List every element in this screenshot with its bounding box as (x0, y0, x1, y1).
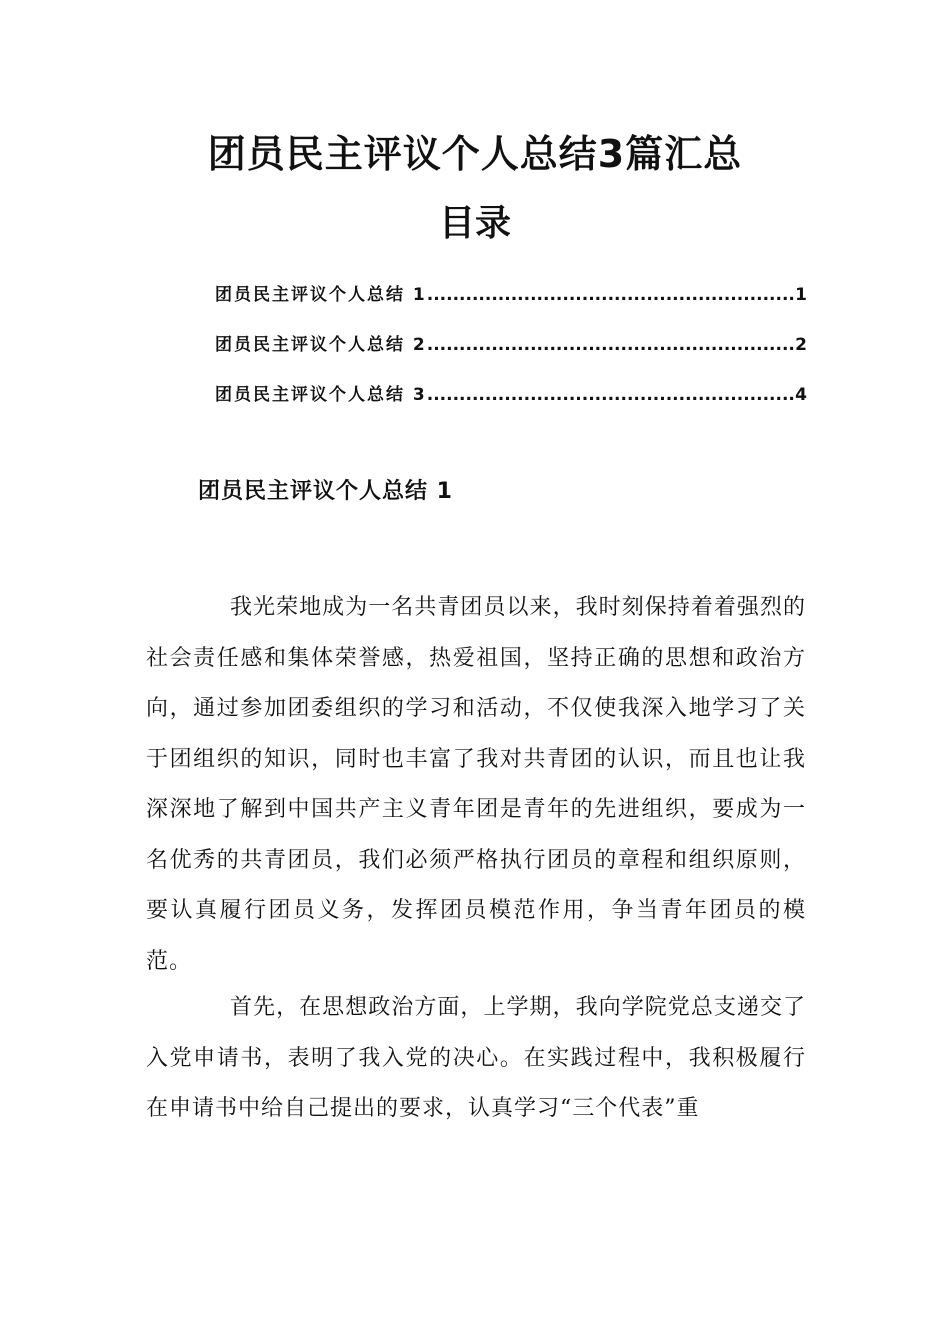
body-paragraph: 我光荣地成为一名共青团员以来，我时刻保持着着强烈的社会责任感和集体荣誉感，热爱祖国，坚持正确的思想和政治方向，通过参加团委组织的学习和活动，不仅使我深入地学习了关于团组织的知识，同时也丰富了我对共青团的认识，而且也让我深深地了解到中国共产主义青年团是青年的先进组织，要成为一名优秀的共青团员，我们必须严格执行团员的章程和组织原则，要认真履行团员义务，发挥团员模范作用，争当青年团员的模范。 (146, 595, 806, 974)
toc-heading: 目录 (438, 203, 511, 244)
toc-dot-leader (427, 380, 794, 410)
table-of-contents (215, 280, 807, 430)
toc-dot-leader (427, 280, 794, 310)
toc-entry[interactable] (215, 330, 807, 380)
toc-page-number: 1 (795, 285, 807, 305)
toc-page-number: 2 (795, 335, 807, 355)
document-title: 团员民主评议个人总结3篇汇总 (207, 132, 743, 176)
body-paragraph: 首先，在思想政治方面，上学期，我向学院党总支递交了入党申请书，表明了我入党的决心。在实践过程中，我积极履行在申请书中给自己提出的要求，认真学习“三个代表”重 (146, 995, 806, 1121)
toc-entry[interactable] (215, 380, 807, 430)
toc-entry-text: 团员民主评议个人总结 1 (215, 285, 427, 305)
toc-dot-leader (427, 330, 794, 360)
section-heading: 团员民主评议个人总结 1 (198, 479, 453, 504)
toc-entry-text: 团员民主评议个人总结 3 (215, 385, 427, 405)
toc-page-number: 4 (795, 385, 807, 405)
toc-entry-text: 团员民主评议个人总结 2 (215, 335, 427, 355)
toc-entry[interactable] (215, 280, 807, 330)
